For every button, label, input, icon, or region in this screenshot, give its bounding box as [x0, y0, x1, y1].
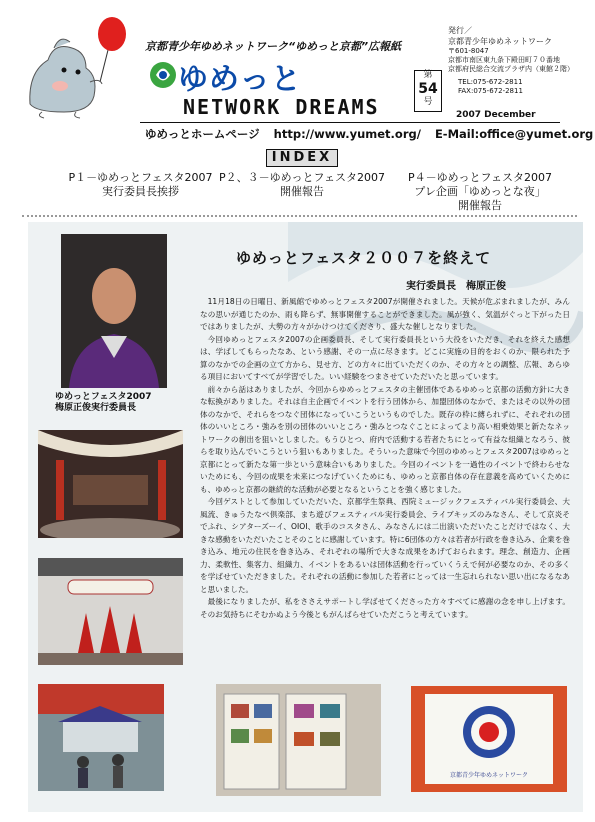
article-author: 実行委員長 梅原正俊 [406, 281, 506, 292]
index-divider [22, 215, 577, 217]
article-paragraph: 11月18日の日曜日、新風館でゆめっとフェスタ2007が開催されました。天候が危ぶまれましたが、みんなの思いが通じたのか、雨も降らず、無事開催することができました。風が強く、気温がぐっと下がった日ではありましたが、大勢の方々がかけつけてくださり、盛大な催しとなりました。 [200, 297, 570, 331]
contact-line [145, 126, 595, 142]
index-item-title: P２、３－ゆめっとフェスタ2007 [219, 171, 385, 184]
portrait-caption-line-1: ゆめっとフェスタ2007 [55, 392, 152, 402]
event-tent-photo [38, 684, 164, 791]
fax: FAX:075-672-2811 [458, 87, 523, 95]
masthead-tagline: 京都青少年ゆめネットワーク“ゆめっと京都”広報紙 [145, 40, 402, 53]
organization-banner-photo [411, 686, 567, 792]
publisher-label: 発行／ [448, 26, 472, 35]
article-title: ゆめっとフェスタ２００７を終えて [236, 249, 492, 267]
issue-suffix: 号 [423, 97, 433, 107]
portrait-caption [55, 392, 152, 414]
article-body [200, 296, 570, 621]
logo-text: ゆめっと [178, 62, 302, 97]
index-item-subtitle: 開催報告 [280, 185, 324, 198]
header-divider [140, 122, 560, 123]
index-item-title: P４－ゆめっとフェスタ2007 [408, 171, 552, 184]
index-item-2[interactable] [212, 171, 392, 199]
homepage-url-link[interactable]: http://www.yumet.org/ [273, 127, 421, 141]
index-item-subtitle: 実行委員長挨拶 [102, 185, 179, 198]
article-paragraph: 今回ゲストとして参加していただいた、京都学生祭典、西院ミュージックフェスティバル実行委員会、大風流、きゅうたなべ倶楽部、まち遊びフェスティバル実行委員会、ライブキッズのみなさん、そして京炎そでふれ、シアターズーイ、OIOI、歌手のコスタさん、みなさんには二出演いただいたことだけではなく、大きな感動をいただいたことそのことに感謝しています。特に6団体の方々は若者が行政を巻き込み、企業を巻き込み、地元の住民を巻き込み、それぞれの場所で大きな成果をあげておられます。理念、創造力、企画力、柔軟性、集客力、組織力、イベントをあるいは団体活動を行っていくうえで何が必要なのか、その多くを学ばせていただきました。それぞれの活動に参加した若者にとっては一生忘れられない思い出になるなあと思いました。 [200, 497, 570, 594]
index-item-subtitle-2: 開催報告 [458, 199, 502, 212]
event-stage-photo-1 [38, 430, 183, 538]
address-line-2: 京都府民総合交流プラザ内（東館２階） [448, 65, 574, 73]
issue-number-badge [414, 70, 442, 112]
issue-date: 2007 December [456, 110, 536, 120]
banner-text: 京都青少年ゆめネットワーク [449, 772, 528, 779]
homepage-label: ゆめっとホームページ [145, 127, 260, 141]
event-stage-photo-2 [38, 558, 183, 665]
logo-emblem-icon [148, 58, 178, 92]
index-item-title: P１－ゆめっとフェスタ2007 [68, 171, 213, 184]
mascot-balloon-illustration [20, 12, 132, 120]
postal-code: 〒601-8047 [448, 47, 489, 55]
index-item-1[interactable] [58, 171, 223, 199]
portrait-caption-line-2: 梅原正俊実行委員長 [55, 403, 137, 413]
publisher-name: 京都青少年ゆめネットワーク [448, 37, 552, 46]
newsletter-subtitle: NETWORK DREAMS [183, 95, 380, 119]
issue-prefix: 第 [423, 70, 433, 80]
article-paragraph: 前々から話はありましたが、今回からゆめっとフェスタの主催団体であるゆめっと京都の活動方針に大きな転換がありました。それは自主企画でイベントを行う団体から、加盟団体のなかで、またはその以外の団体のなかで、それらをつなぐ団体になっていこうというものでした。既存の枠に縛られずに、それぞれの団体のいいところ・強みを別の団体のいいところ・強みとつなぐことによってより高い相乗効果と新たなネットワークの創出を狙いとしました。もうひとつ、府内で活動する若者たちにとって有益な組織となろう、彼らを取り込んでいこうという狙いもありました。そういった意味で今回のゆめっとフェスタ2007はゆめっと京都にとって新たな第一歩という意味合いもありました。今回のイベントを一過性のイベントで終わらせないためにも、今回の成果を未来につなげていくためにも、ゆめっと京都自体の存在意義を高めていくためにも、ゆめっと京都の継続的な活動が必要となるということを強く感じました。 [200, 384, 570, 494]
index-item-subtitle: プレ企画「ゆめっとな夜」 [414, 185, 546, 198]
email-link[interactable]: E-Mail:office@yumet.org [434, 127, 594, 141]
address-line-1: 京都市南区東九条下殿田町７０番地 [448, 56, 560, 64]
index-item-3[interactable] [400, 171, 560, 213]
telephone: TEL:075-672-2811 [458, 78, 523, 86]
issue-number: 54 [418, 81, 438, 97]
index-heading: INDEX [266, 149, 338, 167]
publisher-info [448, 25, 574, 96]
chairman-portrait-photo [61, 234, 167, 388]
article-paragraph: 最後になりましたが、私をささえサポートし学ばせてくださった方々すべてに感謝の念を申し上げます。そのお気持ちにそむかぬよう今後ともがんばらせていただこうと考えています。 [200, 597, 570, 619]
article-paragraph: 今回ゆめっとフェスタ2007の企画委員長、そして実行委員長という大役をいただき、それを終えた感想は、学ばしてもらったなあ、という感謝、その一点に尽きます。どこに実施の目的をおくのか、限られた予算のなかでの企画の立て方から、見せ方、どの方々に出ていただくのか、その方々との調整、広報、あらゆる項目においてすべてが学習でした。いい経験をつまさせていただいたと思っています。 [200, 334, 570, 381]
exhibition-boards-photo [216, 684, 381, 796]
